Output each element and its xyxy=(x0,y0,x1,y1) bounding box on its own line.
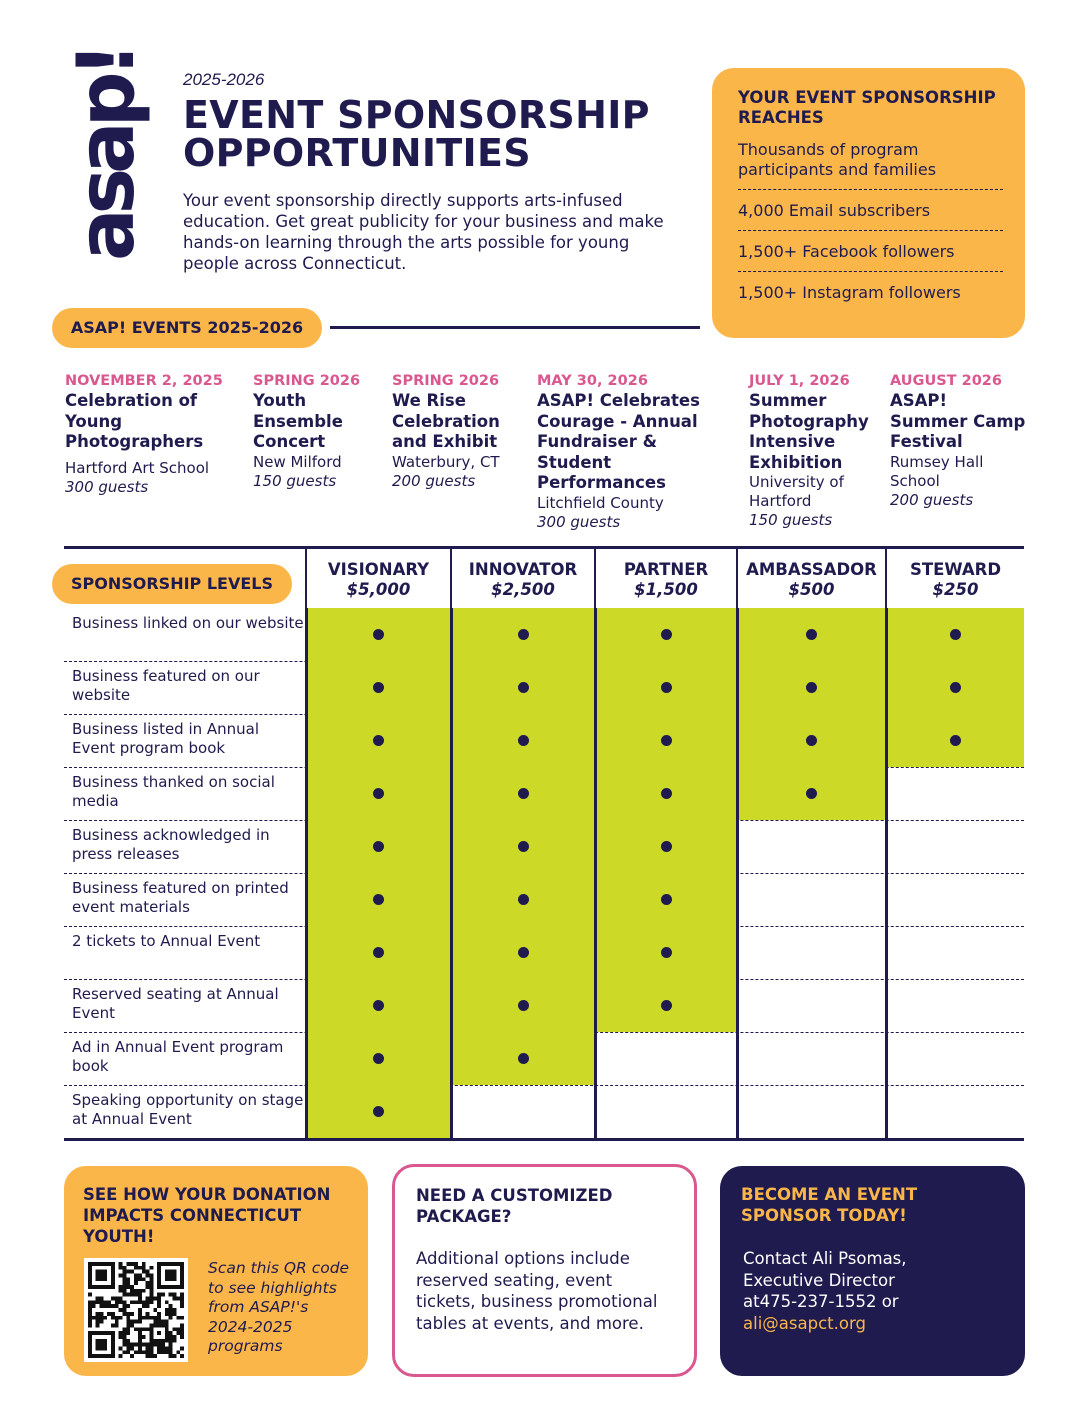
event-guests: 300 guests xyxy=(65,477,149,496)
event-name: Summer Photography Intensive Exhibition xyxy=(749,391,869,472)
impact-title: SEE HOW YOUR DONATION IMPACTS CONNECTICUT YOUTH! xyxy=(83,1185,331,1246)
contact-email-link[interactable]: ali@asapct.org xyxy=(743,1313,866,1333)
included-dot xyxy=(518,894,529,905)
level-header xyxy=(594,549,736,608)
header-year: 2025-2026 xyxy=(183,70,265,89)
level-header xyxy=(305,549,450,608)
event-guests: 300 guests xyxy=(537,512,621,531)
included-dot xyxy=(518,788,529,799)
included-dot xyxy=(518,735,529,746)
included-dot xyxy=(806,788,817,799)
included-dot xyxy=(373,1000,384,1011)
contact-line: Contact Ali Psomas, xyxy=(743,1249,907,1268)
event-guests: 200 guests xyxy=(392,471,476,490)
logo-wordmark: asap! xyxy=(62,47,152,261)
benefit-label: Business featured on printed event materials xyxy=(72,879,289,916)
event-location: New Milford xyxy=(253,452,342,471)
event-card xyxy=(253,372,378,490)
event-date: MAY 30, 2026 xyxy=(537,373,648,389)
column-rule xyxy=(450,608,453,1138)
events-divider xyxy=(330,326,700,329)
included-dot xyxy=(950,735,961,746)
included-dot xyxy=(518,1000,529,1011)
level-name: INNOVATOR xyxy=(468,560,578,579)
title-line-2: OPPORTUNITIES xyxy=(183,131,531,175)
event-name: We Rise Celebration and Exhibit xyxy=(392,391,500,451)
included-dot xyxy=(661,947,672,958)
event-date: NOVEMBER 2, 2025 xyxy=(65,373,223,389)
benefit-label: Business listed in Annual Event program book xyxy=(72,720,260,757)
event-date: SPRING 2026 xyxy=(392,373,500,389)
column-rule xyxy=(594,608,597,1138)
table-row xyxy=(64,820,1024,873)
level-price: $5,000 xyxy=(346,580,411,599)
level-price: $2,500 xyxy=(491,580,555,599)
included-dot xyxy=(373,735,384,746)
included-dot xyxy=(373,629,384,640)
included-dot xyxy=(518,947,529,958)
asap-logo xyxy=(62,47,152,262)
level-header xyxy=(450,549,594,608)
included-dot xyxy=(373,841,384,852)
included-dot xyxy=(518,1053,529,1064)
included-dot xyxy=(373,1106,384,1117)
table-row xyxy=(64,873,1024,926)
event-date: JULY 1, 2026 xyxy=(749,373,850,389)
level-price: $1,500 xyxy=(634,580,698,599)
reach-title: YOUR EVENT SPONSORSHIP REACHES xyxy=(738,88,996,127)
included-dot xyxy=(950,682,961,693)
impact-box xyxy=(64,1166,368,1376)
title-line-1: EVENT SPONSORSHIP xyxy=(183,93,650,137)
included-dot xyxy=(806,629,817,640)
table-row xyxy=(64,926,1024,979)
included-dot xyxy=(661,841,672,852)
benefit-label: Reserved seating at Annual Event xyxy=(72,985,279,1022)
levels-heading: SPONSORSHIP LEVELS xyxy=(52,564,292,604)
included-dot xyxy=(661,1000,672,1011)
level-header xyxy=(885,549,1024,608)
contact-line: Executive Director xyxy=(743,1270,895,1290)
table-row xyxy=(64,1032,1024,1085)
benefit-label: 2 tickets to Annual Event xyxy=(72,932,261,950)
included-dot xyxy=(518,682,529,693)
event-location: Hartford Art School xyxy=(65,458,210,477)
event-guests: 200 guests xyxy=(890,490,974,509)
level-name: VISIONARY xyxy=(327,560,430,579)
contact-box xyxy=(720,1166,1025,1376)
custom-package-box xyxy=(392,1164,697,1377)
event-guests: 150 guests xyxy=(253,471,337,490)
included-dot xyxy=(373,1053,384,1064)
column-rule xyxy=(885,608,888,1138)
column-rule xyxy=(736,608,739,1138)
level-price: $500 xyxy=(788,580,835,599)
level-name: PARTNER xyxy=(623,560,709,579)
level-name: AMBASSADOR xyxy=(746,560,877,579)
table-row xyxy=(64,979,1024,1032)
included-dot xyxy=(950,629,961,640)
benefit-label: Ad in Annual Event program book xyxy=(72,1038,284,1075)
event-location: Rumsey Hall School xyxy=(890,452,984,490)
event-name: ASAP! Summer Camp Festival xyxy=(890,391,1026,451)
custom-body: Additional options include reserved seating, event tickets, business promotional tables at events, and more. xyxy=(416,1249,658,1333)
event-location: Litchfield County xyxy=(537,493,664,512)
reach-item: Thousands of program participants and families xyxy=(738,138,1003,190)
included-dot xyxy=(373,682,384,693)
page-title xyxy=(183,93,650,175)
table-row xyxy=(64,661,1024,714)
benefit-label: Business acknowledged in press releases xyxy=(72,826,270,863)
contact-line: at475-237-1552 or xyxy=(743,1292,899,1311)
table-row xyxy=(64,714,1024,767)
event-name: Celebration of Young Photographers xyxy=(65,391,204,451)
reach-item: 4,000 Email subscribers xyxy=(738,199,1003,231)
column-rule xyxy=(305,608,308,1138)
benefit-label: Business linked on our website xyxy=(72,614,304,632)
reach-item: 1,500+ Instagram followers xyxy=(738,283,961,302)
event-card xyxy=(65,372,240,496)
intro-text: Your event sponsorship directly supports arts-infused education. Get great publicity for your business and make hands-on learning through the arts possible for young people across Connecticut. xyxy=(183,191,664,273)
event-location: University of Hartford xyxy=(749,473,844,510)
qr-code[interactable] xyxy=(84,1258,188,1362)
contact-title: BECOME AN EVENT SPONSOR TODAY! xyxy=(741,1185,918,1225)
qr-caption: Scan this QR code to see highlights from ASAP!'s 2024-2025 programs xyxy=(208,1259,350,1355)
included-dot xyxy=(661,682,672,693)
included-dot xyxy=(373,947,384,958)
included-dot xyxy=(661,735,672,746)
level-price: $250 xyxy=(932,580,979,599)
included-dot xyxy=(373,894,384,905)
table-row xyxy=(64,1085,1024,1138)
included-dot xyxy=(806,682,817,693)
included-dot xyxy=(373,788,384,799)
included-dot xyxy=(518,841,529,852)
included-dot xyxy=(661,788,672,799)
event-guests: 150 guests xyxy=(749,511,833,529)
event-name: ASAP! Celebrates Courage - Annual Fundraiser & Student Performances xyxy=(537,391,700,492)
table-row xyxy=(64,608,1024,661)
table-row xyxy=(64,767,1024,820)
included-dot xyxy=(806,735,817,746)
event-date: SPRING 2026 xyxy=(253,373,361,389)
benefit-label: Business thanked on social media xyxy=(72,773,275,810)
sponsorship-table xyxy=(64,546,1024,1142)
level-header xyxy=(736,549,885,608)
event-name: Youth Ensemble Concert xyxy=(253,391,343,451)
reach-box xyxy=(712,68,1025,338)
included-dot xyxy=(518,629,529,640)
events-heading: ASAP! EVENTS 2025-2026 xyxy=(52,308,322,348)
custom-title: NEED A CUSTOMIZED PACKAGE? xyxy=(416,1186,613,1226)
level-name: STEWARD xyxy=(909,560,1002,579)
table-bottom-rule xyxy=(64,1138,1024,1141)
event-card xyxy=(392,372,527,490)
event-date: AUGUST 2026 xyxy=(890,373,1002,389)
event-location: Waterbury, CT xyxy=(392,452,500,471)
benefit-label: Speaking opportunity on stage at Annual Event xyxy=(72,1091,304,1128)
qr-code-icon xyxy=(88,1262,184,1358)
event-card xyxy=(749,372,879,529)
included-dot xyxy=(661,894,672,905)
included-dot xyxy=(661,629,672,640)
reach-item: 1,500+ Facebook followers xyxy=(738,240,1003,272)
event-card xyxy=(537,372,737,531)
benefit-label: Business featured on our website xyxy=(72,667,260,704)
event-card xyxy=(890,372,1030,509)
